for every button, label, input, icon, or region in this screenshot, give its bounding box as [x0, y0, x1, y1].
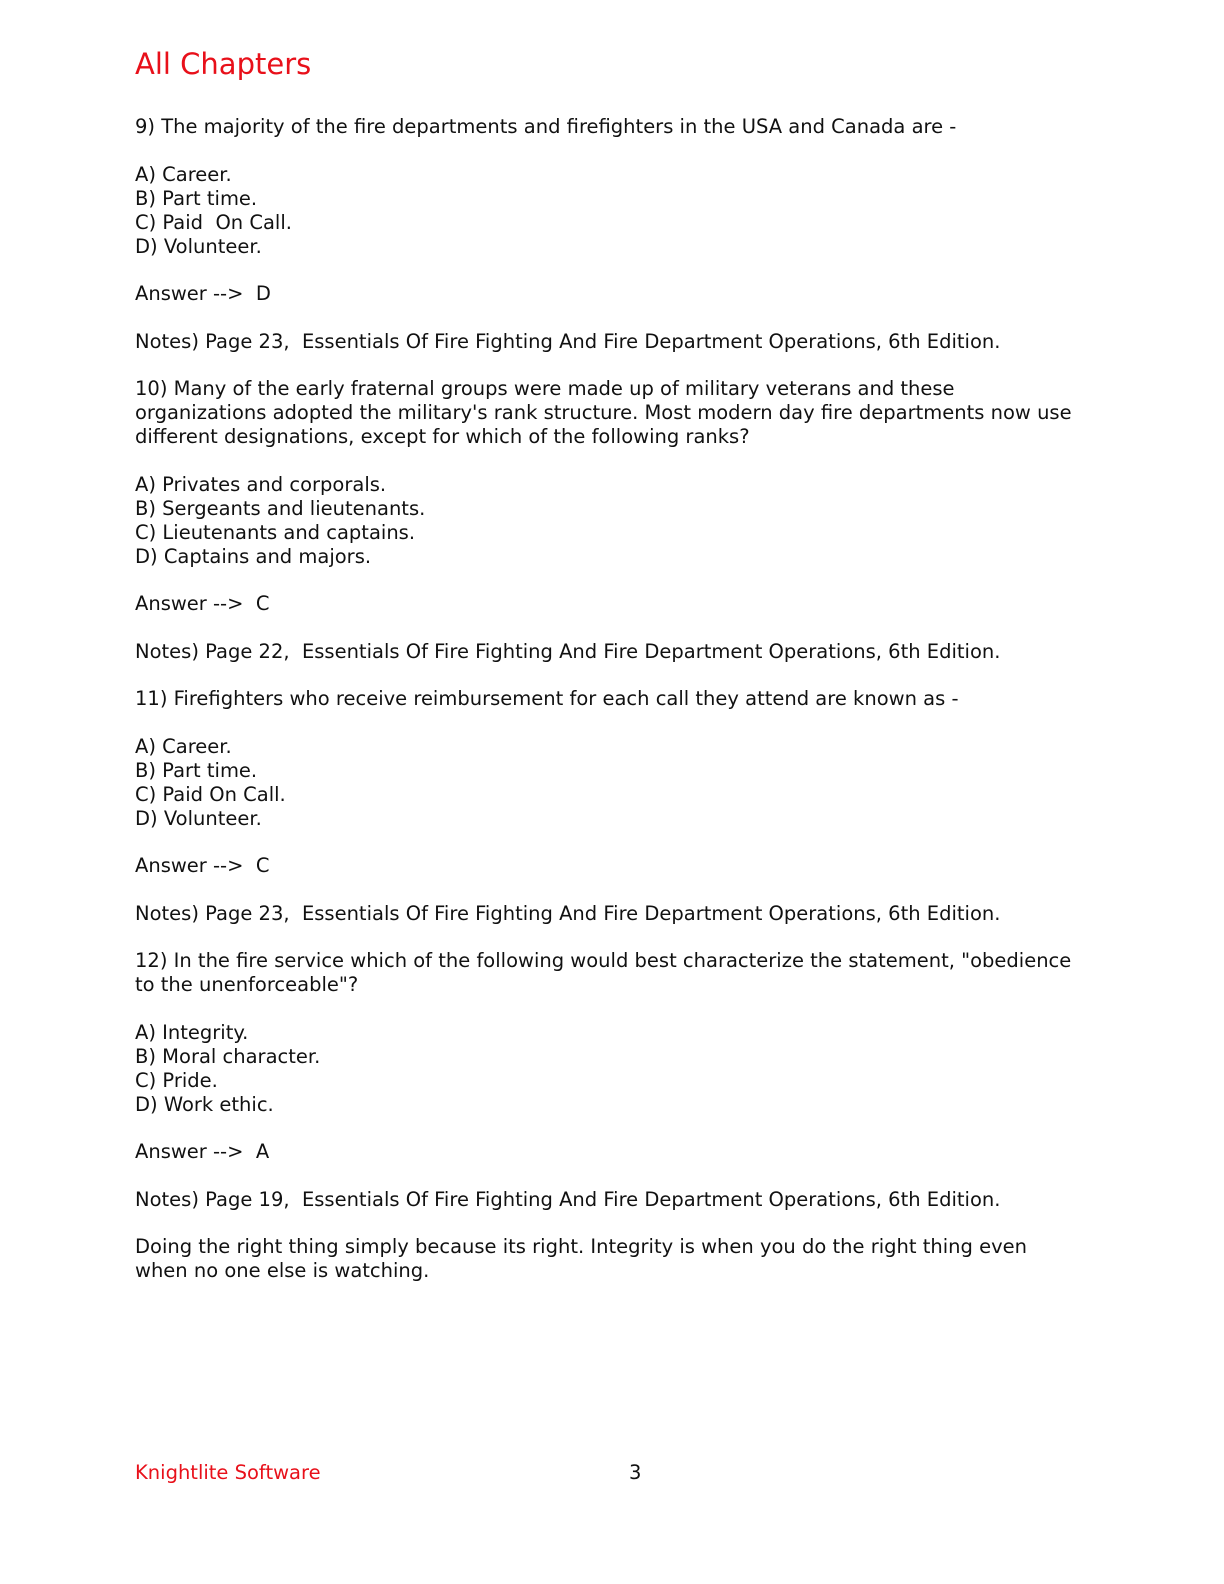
answer-option: A) Privates and corporals. [135, 472, 387, 496]
explanation-text: when no one else is watching. [135, 1259, 430, 1282]
answer-option: C) Paid On Call. [135, 782, 286, 806]
answer-option: A) Integrity. [135, 1020, 249, 1044]
question-text: to the unenforceable"? [135, 973, 359, 996]
answer-line: Answer --> A [135, 1140, 270, 1163]
answer-option: C) Pride. [135, 1068, 218, 1092]
answer-line: Answer --> C [135, 592, 270, 615]
answer-line: Answer --> D [135, 282, 271, 305]
answer-option: D) Volunteer. [135, 806, 262, 830]
question-block [135, 949, 1070, 1283]
answer-option: D) Captains and majors. [135, 544, 372, 568]
question-block [135, 687, 1070, 949]
question-text: different designations, except for which of the following ranks? [135, 425, 750, 448]
explanation-text: Doing the right thing simply because its right. Integrity is when you do the right thing even [135, 1235, 1027, 1258]
question-text: 12) In the fire service which of the following would best characterize the statement, "obedience [135, 949, 1072, 972]
page-header-title: All Chapters [135, 47, 312, 81]
footer-brand: Knightlite Software [135, 1461, 321, 1484]
answer-option: B) Moral character. [135, 1044, 321, 1068]
questions-content [135, 115, 1070, 1283]
answer-option: D) Volunteer. [135, 234, 262, 258]
notes-line: Notes) Page 22, Essentials Of Fire Fighting And Fire Department Operations, 6th Edition. [135, 639, 1001, 663]
answer-option: A) Career. [135, 734, 232, 758]
notes-line: Notes) Page 23, Essentials Of Fire Fighting And Fire Department Operations, 6th Edition. [135, 329, 1001, 353]
answer-option: C) Paid On Call. [135, 210, 292, 234]
answer-option: B) Sergeants and lieutenants. [135, 496, 426, 520]
question-text: 9) The majority of the fire departments and firefighters in the USA and Canada are - [135, 115, 957, 138]
notes-line: Notes) Page 23, Essentials Of Fire Fighting And Fire Department Operations, 6th Edition. [135, 901, 1001, 925]
answer-option: C) Lieutenants and captains. [135, 520, 416, 544]
answer-option: A) Career. [135, 162, 232, 186]
notes-line: Notes) Page 19, Essentials Of Fire Fighting And Fire Department Operations, 6th Edition. [135, 1187, 1001, 1211]
question-text: 11) Firefighters who receive reimbursement for each call they attend are known as - [135, 687, 959, 710]
question-text: 10) Many of the early fraternal groups were made up of military veterans and these [135, 377, 955, 400]
answer-option: B) Part time. [135, 758, 258, 782]
answer-option: D) Work ethic. [135, 1092, 274, 1116]
question-block [135, 377, 1070, 687]
page-number: 3 [629, 1461, 642, 1484]
answer-line: Answer --> C [135, 854, 270, 877]
question-block [135, 115, 1070, 377]
question-text: organizations adopted the military's rank structure. Most modern day fire departments now use [135, 401, 1072, 424]
answer-option: B) Part time. [135, 186, 258, 210]
